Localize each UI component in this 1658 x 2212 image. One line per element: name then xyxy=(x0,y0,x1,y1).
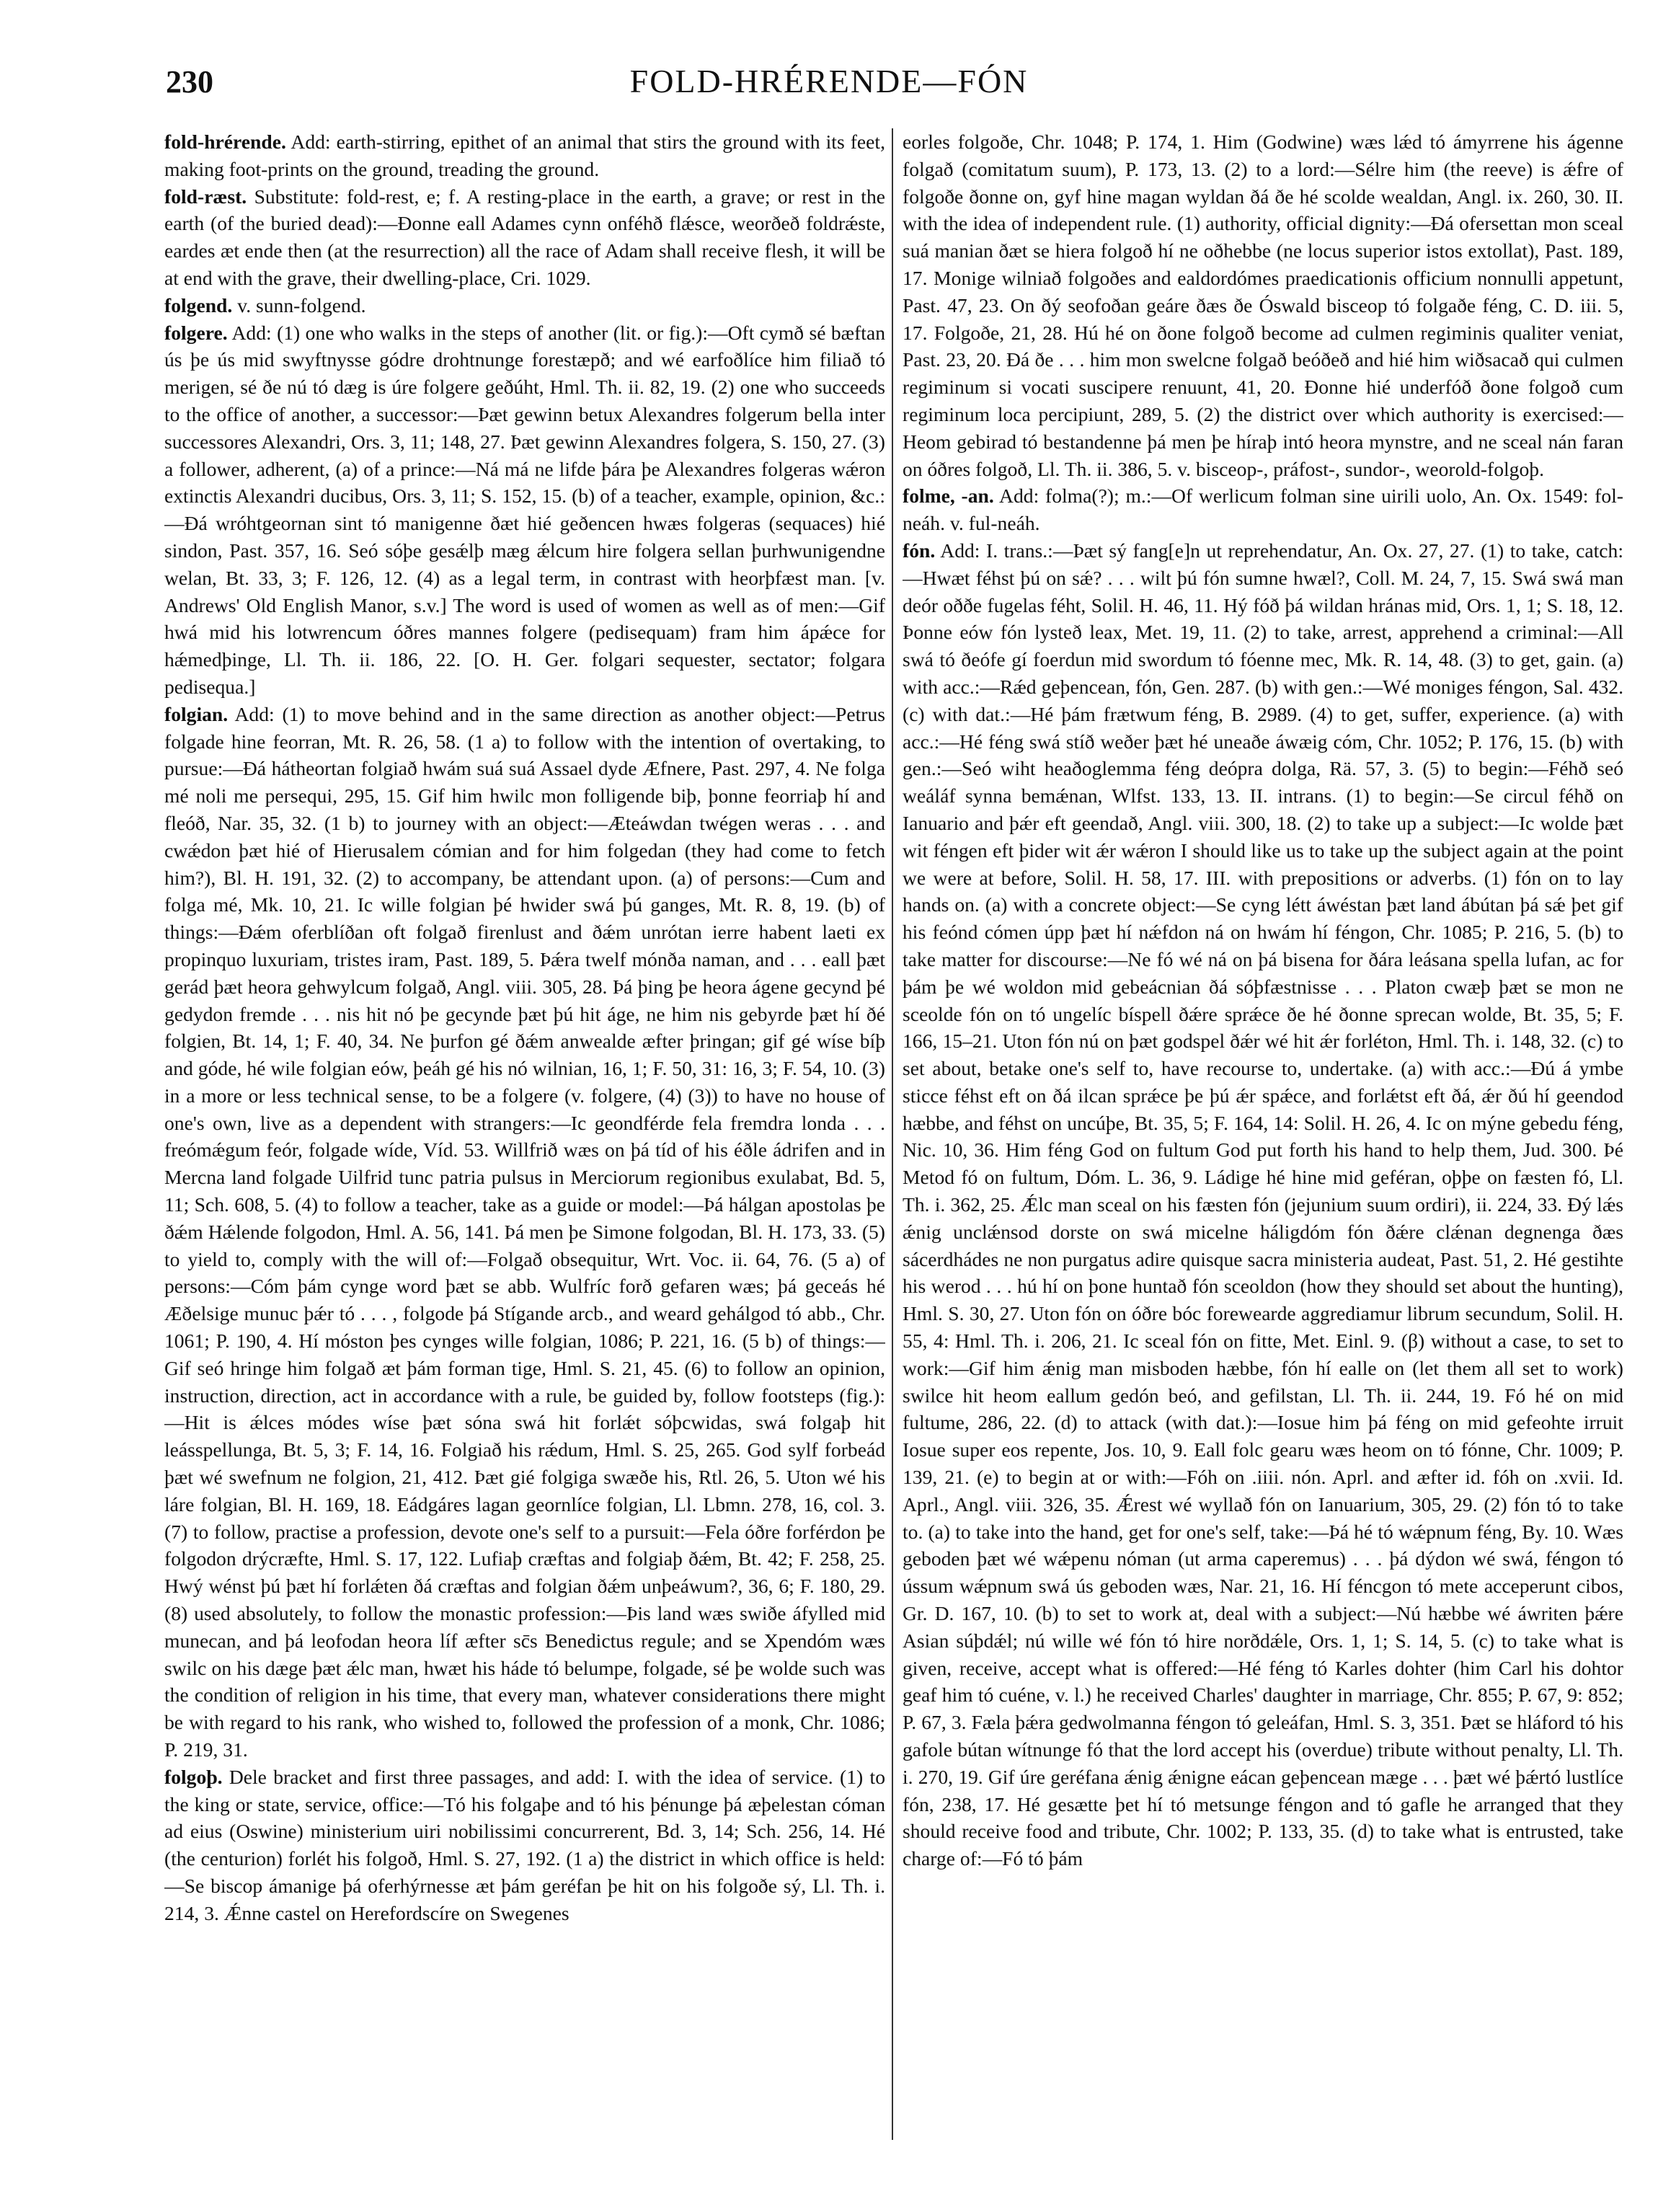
entry-body: eorles folgoðe, Chr. 1048; P. 174, 1. Him (Godwine) wæs lǽd tó ámyrrene his ágenne folgað (comitatum suum), P. 173, 13. (2) to a lord:—Sélre him (the reeve) is ǽfre of folgoðe ðonne on, gyf hine magan wyldan ðá ðe hé scolde wealdan, Angl. ix. 260, 30. II. with the idea of independent rule. (1) authority, official dignity:—Ðá ofersettan mon sceal suá manian ðæt se hiera folgoð hí ne oðhebbe (ne locus superior istos extollat), Past. 189, 17. Monige wilniað folgoðes and ealdordómes praedicationis officium nonnulli appetunt, Past. 47, 23. On ðý seofoðan geáre ðæs ðe Óswald bisceop tó folgaðe féng, C. D. iii. 5, 17. Folgoðe, 21, 28. Hú hé on ðone folgoð become ad culmen regiminis qualiter veniat, Past. 23, 20. Ðá ðe . . . him mon swelcne folgað beóðeð and hié him wiðsacað qui culmen regiminum si vocati suscipere renuunt, 41, 20. Ðonne hié underfóð ðone folgoð cum regiminum loca percipiunt, 289, 5. (2) the district over which authority is exercised:—Heom gebirad tó bestandenne þá men þe híraþ intó heora mynstre, and ne sceal nán faran on óðres folgoð, Ll. Th. ii. 386, 5. v. bisceop-, práfost-, sundor-, weorold-folgoþ. xyxy=(903,130,1623,480)
dictionary-entry xyxy=(164,128,885,183)
entry-body: Dele bracket and first three passages, and add: I. with the idea of service. (1) to the king or state, service, office:—Tó his folgaþe and tó his þénunge þá æþelestan cóman ad eius (Oswine) ministerium uiri nobilissimi concurrerent, Bd. 3, 14; Sch. 256, 14. Hé (the centurion) forlét his folgoð, Hml. S. 27, 192. (1 a) the district in which office is held:—Se biscop ámanige þá oferhýrnesse æt þám geréfan þe hit on his folgoðe sý, Ll. Th. i. 214, 3. Ǽnne castel on Herefordscíre on Swegenes xyxy=(164,1765,885,1924)
entry-body: Add: (1) to move behind and in the same direction as another object:—Petrus folgade hine feorran, Mt. R. 26, 58. (1 a) to follow with the intention of overtaking, to pursue:—Ðá hátheortan folgiað hwám suá suá Assael dyde Æfnere, Past. 297, 4. Ne folga mé noli me persequi, 295, 15. Gif him hwilc mon folligende biþ, þonne feorriaþ hí and fleóð, Nar. 35, 32. (1 b) to journey with an object:—Æteáwdan twégen weras . . . and cwǽdon þæt hié of Hierusalem cómian and for him folgedan (they had come to fetch him?), Bl. H. 191, 32. (2) to accompany, be attendant upon. (a) of persons:—Cum and folga mé, Mk. 10, 21. Ic wille folgian þé hwider swá þú ganges, Mt. R. 8, 19. (b) of things:—Ðǽm oferblíðan oft folgað firenlust and ðǽm unrótan ierre habent laeti ex propinquo luxuriam, tristes iram, Past. 189, 5. Þǽra twelf mónða naman, and . . . eall þæt gerád þæt heora gehwylcum folgað, Angl. viii. 305, 28. Þá þing þe heora ágene gecynd þé gedydon fremde . . . nis hit nó þe gecynde þæt þú hit áge, ne him nis gebyrde þæt hí ðé folgien, Bt. 14, 1; F. 40, 34. Ne þurfon gé ðǽm anwealde æfter þringan; gif gé wíse bíþ and góde, hé wile folgian eów, þeáh gé his nó wilnian, 16, 1; F. 50, 31: 16, 3; F. 54, 10. (3) in a more or less technical sense, to be a folgere (v. folgere, (4) (3)) to have no house of one's own, live as a dependent with strangers:—Ic geondférde fela fremdra londa . . . freómǽgum feór, folgade wíde, Víd. 53. Willfrið wæs on þá tíd of his éðle ádrifen and in Mercna land folgade Uilfrid tunc patria pulsus in Merciorum regionibus exulabat, Bd. 5, 11; Sch. 608, 5. (4) to follow a teacher, take as a guide or model:—Þá hálgan apostolas þe ðǽm Hǽlende folgodon, Hml. A. 56, 141. Þá men þe Simone folgodan, Bl. H. 173, 33. (5) to yield to, comply with the will of:—Folgað obsequitur, Wrt. Voc. ii. 64, 76. (5 a) of persons:—Cóm þám cynge word þæt se abb. Wulfríc forð gefaren wæs; þá geceás hé Æðelsige munuc þǽr tó . . . , folgode þá Stígande arcb., and weard gehálgod tó abb., Chr. 1061; P. 190, 4. Hí móston þes cynges wille folgian, 1086; P. 221, 16. (5 b) of things:—Gif seó hringe him folgað æt þám forman tige, Hml. S. 21, 45. (6) to follow an opinion, instruction, direction, act in accordance with a rule, be guided by, follow footsteps (fig.):—Hit is ǽlces módes wíse þæt sóna swá hit forlǽt sóþcwidas, swá folgaþ hit leásspellunga, Bt. 5, 3; F. 14, 16. Folgiað his rǽdum, Hml. S. 25, 265. God sylf forbeád þæt wé swefnum ne folgion, 21, 412. Þæt gié folgiga swæðe his, Rtl. 26, 5. Uton wé his láre folgian, Bl. H. 169, 18. Eádgáres lagan geornlíce folgian, Ll. Lbmn. 278, 16, col. 3. (7) to follow, practise a profession, devote one's self to a pursuit:—Fela óðre forférdon þe folgodon drýcræfte, Hml. S. 17, 122. Lufiaþ cræftas and folgiaþ ðǽm, Bt. 42; F. 258, 25. Hwý wénst þú þæt hí forlǽten ðá cræftas and folgian ðǽm unþeáwum?, 36, 6; F. 180, 29. (8) used absolutely, to follow the monastic profession:—Þis land wæs swiðe áfylled mid munecan, and þá leofodan heora líf æfter sc̄s Benedictus regule; and se Xpendóm wæs swilc on his dæge þæt ǽlc man, hwæt his háde tó belumpe, folgade, sé þe wolde such was the condition of religion in his time, that every man, whatever considerations there might be with regard to his rank, who wished to, followed the profession of a monk, Chr. 1086; P. 219, 31. xyxy=(164,702,885,1761)
entry-headword: folme, -an. xyxy=(903,485,994,508)
dictionary-entry xyxy=(903,537,1623,1872)
left-column xyxy=(164,128,885,2176)
entry-headword: fón. xyxy=(903,539,936,562)
dictionary-entry xyxy=(164,183,885,292)
entry-body: Substitute: fold-rest, e; f. A resting-place in the earth, a grave; or rest in the earth (of the buried dead):—Ðonne eall Adames cynn onféhð flǽsce, weorðeð foldrǽste, eardes æt ende then (at the resurrection) all the race of Adam shall receive flesh, it will be at end with the grave, their dwelling-place, Cri. 1029. xyxy=(164,185,885,289)
entry-body: Add: folma(?); m.:—Of werlicum folman sine uirili uolo, An. Ox. 1549: fol-neáh. v. ful-neáh. xyxy=(903,485,1623,535)
entry-headword: folgere. xyxy=(164,321,228,344)
entry-headword: folgoþ. xyxy=(164,1765,223,1788)
dictionary-entry xyxy=(164,1764,885,1927)
dictionary-entry xyxy=(164,292,885,319)
dictionary-entry xyxy=(164,319,885,701)
entry-body: v. sunn-folgend. xyxy=(232,293,366,317)
entry-headword: fold-hrérende. xyxy=(164,130,286,153)
entry-body: Add: earth-stirring, epithet of an animal that stirs the ground with its feet, making foot-prints on the ground, treading the ground. xyxy=(164,130,885,180)
right-column xyxy=(903,128,1623,2176)
dictionary-entry xyxy=(903,482,1623,537)
entry-body: Add: I. trans.:—Þæt sý fang[e]n ut reprehendatur, An. Ox. 27, 27. (1) to take, catch:—Hwæt féhst þú on sǽ? . . . wilt þú fón sumne hwæl?, Coll. M. 24, 7, 15. Swá swá man deór oððe fugelas féht, Solil. H. 46, 11. Hý fóð þá wildan hránas mid, Ors. 1, 1; S. 18, 12. Þonne eów fón lysteð leax, Met. 19, 11. (2) to take, arrest, apprehend a criminal:—All swá tó ðeófe gí foerdun mid swordum tó fóenne mec, Mk. R. 14, 48. (3) to get, gain. (a) with acc.:—Rǽd geþencean, fón, Gen. 287. (b) with gen.:—Wé moniges féngon, Sal. 432. (c) with dat.:—Hé þám frætwum féng, B. 2989. (4) to get, suffer, experience. (a) with acc.:—Hé féng swá stíð weðer þæt hé uneaðe áwæig cóm, Chr. 1052; P. 176, 15. (b) with gen.:—Seó wiht heaðoglemma féng deópra dolga, Rä. 57, 3. (5) to begin:—Féhð seó weáláf synna bemǽnan, Wlfst. 133, 13. II. intrans. (1) to begin:—Se circul féhð on Ianuario and þǽr eft geendað, Angl. viii. 300, 18. (2) to take up a subject:—Ic wolde þæt wit féngen eft þider wit ǽr wǽron I should like us to take up the subject again at the point we were at before, Solil. H. 58, 17. III. with prepositions or adverbs. (1) fón on to lay hands on. (a) with a concrete object:—Se cyng létt áwéstan þæt land ábútan þá sǽ þet gif his feónd cómen úpp þæt hí nǽfdon ná on hwám hí féngon, Chr. 1085; P. 216, 5. (b) to take matter for discourse:—Ne fó wé ná on þá bisena for ðára leásana spella lufan, ac for þám þe wé woldon mid gebeácnian ðá sóþfæstnisse . . . Platon cwæþ þæt se mon ne sceolde fón on tó ungelíc bíspell ðǽre sprǽce ðe hé ðonne sprecan wolde, Bt. 35, 5; F. 166, 15–21. Uton fón nú on þæt godspel ðǽr wé hit ǽr forléton, Hml. Th. i. 148, 32. (c) to set about, betake one's self to, have recourse to, undertake. (a) with acc.:—Ðú á ymbe sticce féhst eft on ðá ilcan sprǽce þe þú ǽr spǽce, and forlǽtst eft ðá, ǽr ðú hí geendod hæbbe, and féhst on uncúþe, Bt. 35, 5; F. 164, 14: Solil. H. 26, 4. Ic on mýne gebedu féng, Nic. 10, 36. Him féng God on fultum God put forth his hand to help them, Jud. 300. Þé Metod fó on fultum, Dóm. L. 36, 9. Ládige hé hine mid geféran, oþþe on fæsten fó, Ll. Th. i. 362, 25. Ǽlc man sceal on his fæsten fón (jejunium suum ordiri), ii. 224, 33. Ðý lǽs ǽnig unclǽnsod dorste on swá micelne háligdóm fón ðǽre clǽnan degnenga ðæs sácerdhádes ne non purgatus adire quisque sacra ministeria audeat, Past. 51, 2. Hé gestihte his werod . . . hú hí on þone huntað fón sceoldon (how they should set about the hunting), Hml. S. 30, 27. Uton fón on óðre bóc forewearde aggrediamur librum secundum, Solil. H. 55, 4: Hml. Th. i. 206, 21. Ic sceal fón on fitte, Met. Einl. 9. (β) without a case, to set to work:—Gif him ǽnig man misboden hæbbe, fón hí ealle on (let them all set to work) swilce hit heom eallum gedón beó, and gefilstan, Ll. Th. ii. 244, 19. Fó hé on mid fultume, 286, 22. (d) to attack (with dat.):—Iosue him þá féng on mid gefeohte irruit Iosue super eos repente, Jos. 10, 9. Eall folc gearu wæs heom on tó fónne, Chr. 1009; P. 139, 21. (e) to begin at or with:—Fóh on .iiii. nón. Aprl. and æfter id. fóh on .xvii. Id. Aprl., Angl. viii. 326, 35. Ǽrest wé wyllað fón on Ianuarium, 305, 29. (2) fón tó to take to. (a) to take into the hand, get for one's self, take:—Þá hé tó wǽpnum féng, By. 10. Wæs geboden þæt wé wǽpenu nóman (ut arma caperemus) . . . þá dýdon wé swá, féngon tó ússum wǽpnum swá ús geboden wæs, Nar. 21, 16. Hí féncgon tó mete acceperunt cibos, Gr. D. 167, 10. (b) to set to work at, deal with a subject:—Nú hæbbe wé áwriten þǽre Asian súþdǽl; nú wille wé fón tó hire norðdǽle, Ors. 1, 1; S. 14, 5. (c) to take what is given, receive, accept what is offered:—Hé féng tó Karles dohter (him Carl his dohtor geaf him tó cuéne, v. l.) he received Charles' daughter in marriage, Chr. 855; P. 67, 9: 852; P. 67, 3. Fæla þǽra gedwolmanna féngon tó geleáfan, Hml. S. 3, 351. Þæt se hláford tó his gafole bútan wítnunge fó that the lord accept his (overdue) tribute without penalty, Ll. Th. i. 270, 19. Gif úre geréfana ǽnig ǽnigne eácan geþencean mæge . . . þæt wé þǽrtó lustlíce fón, 238, 17. Hé gesætte þet hí tó metsunge féngon and tó gafle he arranged that they should receive food and tribute, Chr. 1002; P. 133, 35. (d) to take what is entrusted, take charge of:—Fó tó þám xyxy=(903,539,1623,1870)
entry-headword: folgend. xyxy=(164,293,233,317)
column-divider xyxy=(892,128,893,2140)
page-number: 230 xyxy=(166,64,213,99)
entry-body: Add: (1) one who walks in the steps of another (lit. or fig.):—Oft cymð sé bæftan ús þe ús mid swyftnysse gódre drohtnunge forestæpð; and wé earfoðlíce him filiað tó merigen, sé ðe nú tó dæg is úre folgere geðúht, Hml. Th. ii. 82, 19. (2) one who succeeds to the office of another, a successor:—Þæt gewinn betux Alexandres folgerum bella inter successores Alexandri, Ors. 3, 11; 148, 27. Þæt gewinn Alexandres folgera, S. 150, 27. (3) a follower, adherent, (a) of a prince:—Ná má ne lifde þára þe Alexandres folgeras wǽron extinctis Alexandri ducibus, Ors. 3, 11; S. 152, 15. (b) of a teacher, example, opinion, &c.:—Ðá wróhtgeornan sint tó manigenne ðæt hié geðencen hwæs folgeras (sequaces) hié sindon, Past. 357, 16. Seó sóþe gesǽlþ mæg ǽlcum hire folgera sellan þurhwunigendne welan, Bt. 33, 3; F. 126, 12. (4) as a legal term, in contrast with heorþfæst man. [v. Andrews' Old English Manor, s.v.] The word is used of women as well as of men:—Gif hwá mid his lotwrencum óðres mannes folgere (pedisequam) fram him ápǽce for hǽmedþinge, Ll. Th. ii. 186, 22. [O. H. Ger. folgari sequester, sectator; folgara pedisequa.] xyxy=(164,321,885,698)
dictionary-entry xyxy=(164,701,885,1764)
dictionary-entry xyxy=(903,128,1623,482)
running-head: FOLD-HRÉRENDE—FÓN xyxy=(629,63,1029,99)
entry-headword: folgian. xyxy=(164,702,229,725)
entry-headword: fold-ræst. xyxy=(164,185,247,208)
